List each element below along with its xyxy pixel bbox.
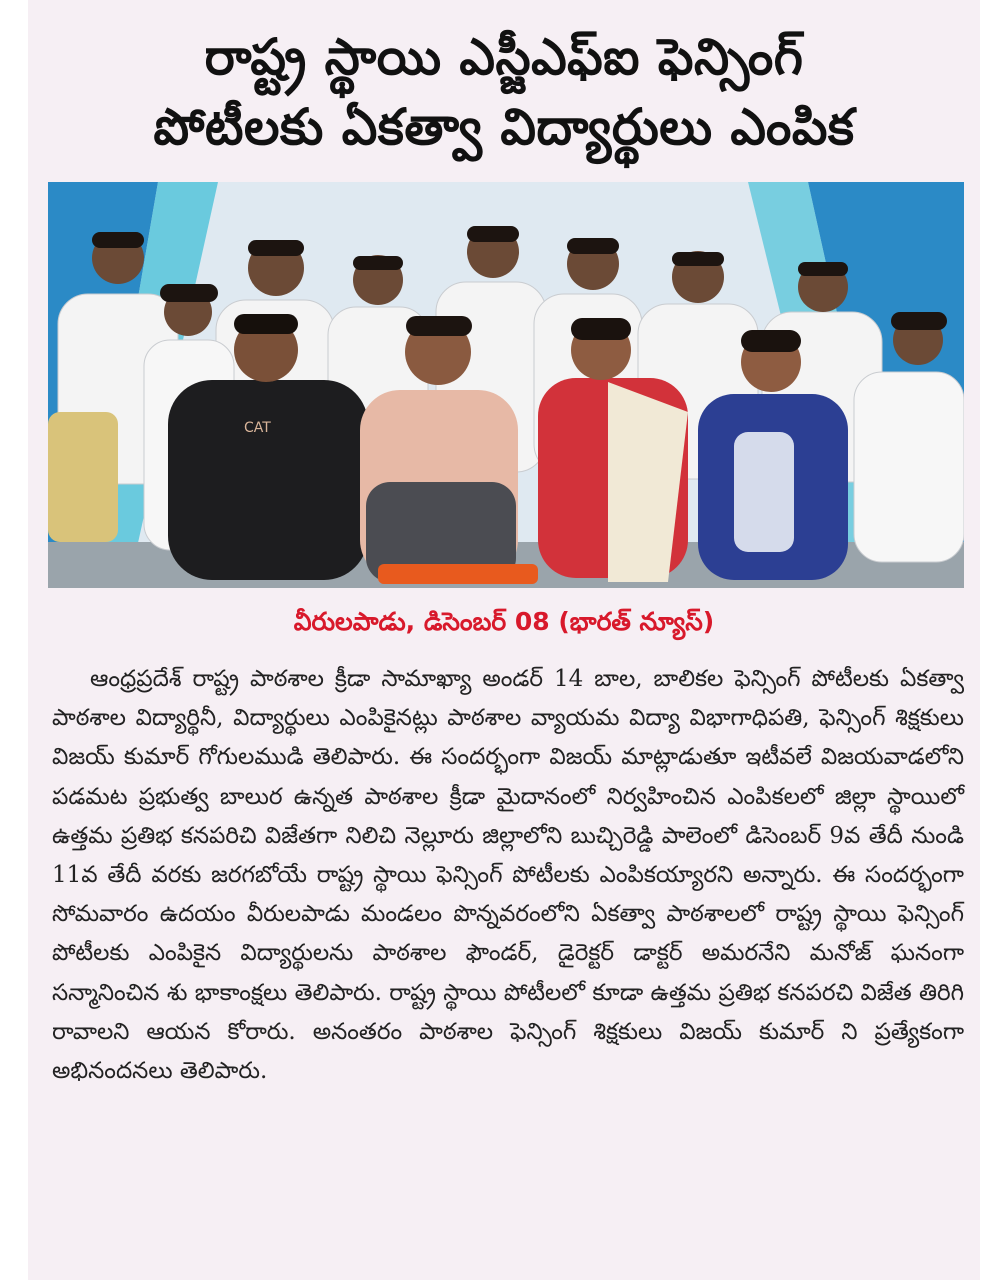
- dateline: వీరులపాడు, డిసెంబర్ 08 (భారత్ న్యూస్): [293, 607, 715, 636]
- headline: [28, 22, 980, 162]
- headline-line-1: రాష్ట్ర స్థాయి ఎస్జీఎఫ్ఐ ఫెన్సింగ్: [204, 28, 804, 86]
- red-chair: [378, 564, 538, 584]
- headline-line-2: పోటీలకు ఏకత్వా విద్యార్థులు ఎంపిక: [153, 98, 855, 156]
- group-photo: [48, 182, 964, 588]
- newspaper-clipping: [28, 0, 980, 1280]
- jacket-print: CAT: [244, 420, 271, 436]
- article-body: ఆంధ్రప్రదేశ్ రాష్ట్ర పాఠశాల క్రీడా సామాఖ్యా అండర్ 14 బాల, బాలికల ఫెన్సింగ్ పోటీలకు ఏకత్వా పాఠశాల విద్యార్థినీ, విద్యార్థులు ఎంపికైనట్లు పాఠశాల వ్యాయమ విద్యా విభాగాధిపతి, ఫెన్సింగ్ శిక్షకులు విజయ్ కుమార్ గోగులముడి తెలిపారు. ఈ సందర్భంగా విజయ్ మాట్లాడుతూ ఇటీవలే విజయవాడలోని పడమట ప్రభుత్వ బాలుర ఉన్నత పాఠశాల క్రీడా మైదానంలో నిర్వహించిన ఎంపికలలో జిల్లా స్థాయిలో ఉత్తమ ప్రతిభ కనపరిచి విజేతగా నిలిచి నెల్లూరు జిల్లాలోని బుచ్చిరెడ్డి పాలెంలో డిసెంబర్ 9వ తేదీ నుండి 11వ తేదీ వరకు జరగబోయే రాష్ట్ర స్థాయి ఫెన్సింగ్ పోటీలకు ఎంపికయ్యారని అన్నారు. ఈ సందర్భంగా సోమవారం ఉదయం వీరులపాడు మండలం పొన్నవరంలోని ఏకత్వా పాఠశాలలో రాష్ట్ర స్థాయి ఫెన్సింగ్ పోటీలకు ఎంపికైన విద్యార్థులను పాఠశాల ఫౌండర్, డైరెక్టర్ డాక్టర్ అమరనేని మనోజ్ ఘనంగా సన్మానించిన శు భాకాంక్షలు తెలిపారు. రాష్ట్ర స్థాయి పోటీలలో కూడా ఉత్తమ ప్రతిభ కనపరచి విజేత తిరిగి రావాలని ఆయన కోరారు. అనంతరం పాఠశాల ఫెన్సింగ్ శిక్షకులు విజయ్ కుమార్ ని ప్రత్యేకంగా అభినందనలు తెలిపారు.: [52, 666, 964, 1085]
- group-photo-illustration: [48, 182, 964, 588]
